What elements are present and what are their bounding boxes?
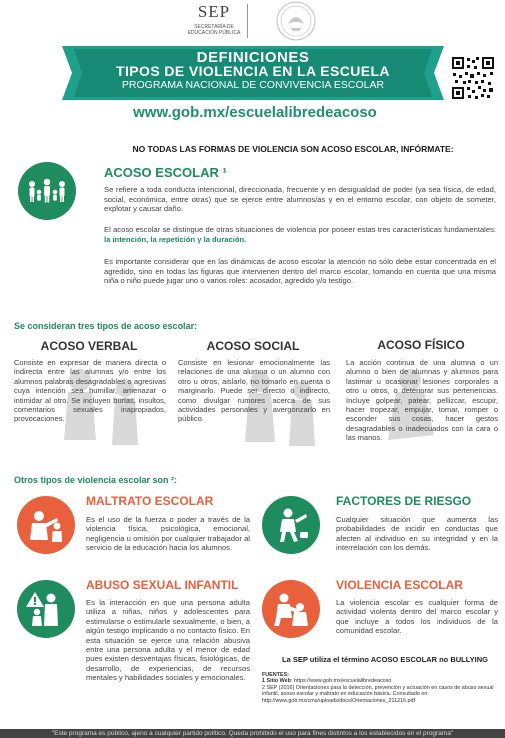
sep-subtitle-line-1: SECRETARÍA DE — [194, 24, 234, 30]
abuso-sexual-badge — [17, 580, 75, 638]
sep-terminology-note: La SEP utiliza el término ACOSO ESCOLAR no BULLYING — [281, 655, 488, 664]
acoso-escolar-title: ACOSO ESCOLAR ¹ — [104, 165, 227, 180]
sep-subtitle-line-2: EDUCACIÓN PÚBLICA — [187, 30, 241, 36]
maltrato-escolar-text: Es el uso de la fuerza o poder a través de la violencia física, psicológica, emocional, negligencia u omisión por cualquier trabajador al servicio de la educación hacia los alumnos. — [86, 515, 250, 553]
website-url[interactable]: www.gob.mx/escuelalibredeacoso — [133, 104, 377, 121]
source-1-link[interactable]: : https://www.gob.mx/escuelalibredeacoso — [290, 678, 392, 685]
acoso-verbal-text: Consiste en expresar de manera directa o indirecta entre las alumnas y/o entre los alumnos palabras desagradables o agresivas cuya intención sea humillar, amenazar o intimidar al otro. Se incluyen burlas, insultos, comentarios sexuales inapropiados, provocaciones. — [14, 358, 166, 424]
acoso-verbal-title: ACOSO VERBAL — [40, 339, 138, 353]
violencia-escolar-badge — [262, 580, 320, 638]
other-types-heading: Otros tipos de violencia escolar son ²: — [14, 475, 178, 485]
source-2: 2 SEP (2016) Orientaciones para la detección, prevención y actuación en casos de abuso sexual infantil, acoso escolar y maltrato en educación básica. Consultado en: http://www.gob.mx/cms/uploads/docs/Orientaciones_211216.pdf — [262, 684, 494, 704]
acoso-escolar-roles: Es importante considerar que en las dinámicas de acoso escolar la atención no sólo debe estar concentrada en el agredido, sino en todas las figuras que intervienen dentro del marco escolar, tomando en cuenta que una misma niña o niño puede jugar uno o varios roles: acosador, agredido y/o testigo. — [104, 257, 496, 286]
sep-subtitle — [185, 24, 243, 36]
students-group-icon — [18, 162, 76, 220]
banner-line-2: TIPOS DE VIOLENCIA EN LA ESCUELA — [116, 63, 390, 79]
abuso-sexual-text: Es la interacción en que una persona adulta utiliza a niñas, niños y adolescentes para estimularse o estimularle sexualmente, o bien, a algún testigo implicando o no contacto físico. En esta situación se ejerce una relación abusiva entre una persona adulta y el menor de edad pues existen desventajas físicas, fisiológicas, de desarrollo, de experiencias, de recursos mentales y habilidades sociales y emocionales. — [86, 598, 250, 683]
factores-riesgo-badge — [262, 496, 320, 554]
characteristics-highlight: la intención, la repetición y la duración. — [104, 234, 247, 244]
sep-logo-text: SEP — [197, 2, 231, 21]
violencia-escolar-title: VIOLENCIA ESCOLAR — [336, 578, 463, 592]
acoso-escolar-characteristics — [104, 225, 496, 244]
sources-block — [262, 672, 500, 704]
risk-person-icon — [262, 496, 320, 554]
three-types-heading: Se consideran tres tipos de acoso escolar: — [14, 321, 198, 331]
factores-riesgo-text: Cualquier situación que aumenta las probabilidades de incidir en conductas que afecten al individuo en su integridad y en la interrelación con los demás. — [336, 515, 498, 553]
characteristics-text: El acoso escolar se distingue de otras situaciones de violencia por poseer estas tres características fundamentales: — [104, 225, 496, 234]
footer-disclaimer: "Este programa es público, ajeno a cualquier partido político. Queda prohibido el uso para fines distintos a los establecidos en el programa" — [51, 730, 454, 737]
abuso-sexual-title: ABUSO SEXUAL INFANTIL — [86, 578, 239, 592]
factores-riesgo-title: FACTORES DE RIESGO — [336, 494, 472, 508]
violencia-escolar-text: La violencia escolar es cualquier forma de actividad violenta dentro del marco escolar y que incluye a todos los individuos de la comunidad escolar. — [336, 598, 498, 636]
source-1-label: 1 Sitio Web — [262, 678, 291, 685]
acoso-escolar-definition: Se refiere a toda conducta intencional, direccionada, frecuente y en desigualdad de poder (ya sea física, de edad, social, económica, entre otras) que se ejerce entre alumnos/as y en el entorno escolar, con objeto de someter, explotar y causar daño. — [104, 185, 496, 214]
fighting-students-icon — [262, 580, 320, 638]
banner-line-1: DEFINICIONES — [196, 49, 310, 66]
banner-line-3: PROGRAMA NACIONAL DE CONVIVENCIA ESCOLAR — [121, 79, 385, 91]
national-seal-icon — [268, 0, 324, 42]
slogan-heading: NO TODAS LAS FORMAS DE VIOLENCIA SON ACOSO ESCOLAR, INFÓRMATE: — [132, 144, 454, 154]
acoso-social-title: ACOSO SOCIAL — [206, 339, 300, 353]
maltrato-escolar-title: MALTRATO ESCOLAR — [86, 494, 214, 508]
qr-code-icon[interactable] — [450, 55, 496, 101]
adult-scolding-child-icon — [17, 496, 75, 554]
sources-label: FUENTES: — [262, 672, 289, 678]
acoso-fisico-text: La acción continua de una alumna o un alumno o bien de alumnas y alumnos para lastimar u ocasionar lesiones corporales a otro u otros, o deteriorar sus pertenencias. Incluye golpear, patear, pellizcar, escupir, hacer tropezar, empujar, tomar, romper o esconder sus cosas, hacer gestos desagradables o inadecuados con la cara o las manos. — [346, 358, 498, 443]
acoso-social-text: Consiste en lesionar emocionalmente las relaciones de una alumna o un alumno con otro u otros, aislarlo, no tomarlo en cuenta o marginarlo. Puede ser directo o indirecto, como divulgar rumores acerca de sus actividades personales y avergonzarlo en público. — [178, 358, 330, 424]
acoso-fisico-title: ACOSO FÍSICO — [377, 338, 465, 352]
warning-adult-child-icon — [17, 580, 75, 638]
maltrato-escolar-badge — [17, 496, 75, 554]
acoso-escolar-badge — [18, 162, 76, 220]
logo-divider — [247, 4, 248, 38]
